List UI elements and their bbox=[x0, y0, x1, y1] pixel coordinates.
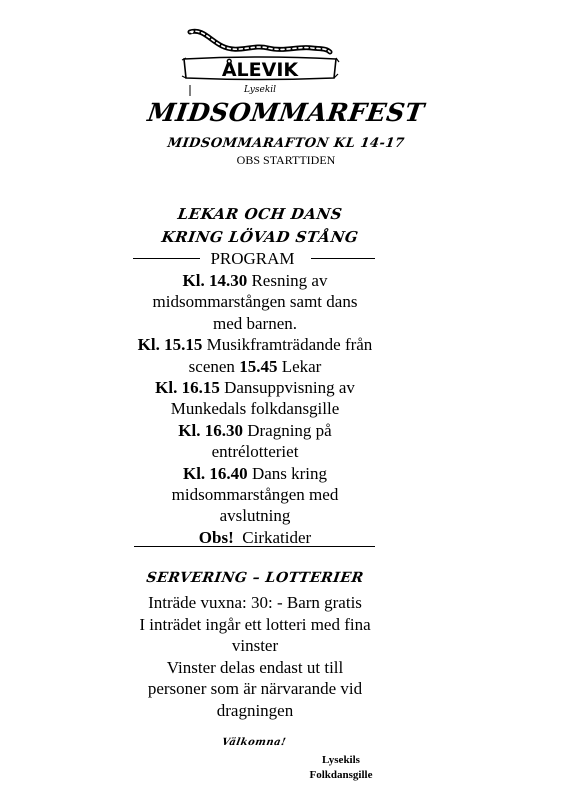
schedule-line: Kl. 16.30 Dragning på bbox=[178, 420, 332, 440]
games-heading-line-1: LEKAR OCH DANS bbox=[176, 205, 344, 223]
schedule-line: entrélotteriet bbox=[211, 442, 299, 462]
organizer-signature bbox=[298, 753, 384, 783]
services-info bbox=[0, 592, 510, 722]
schedule-line: Munkedals folkdansgille bbox=[170, 399, 340, 419]
schedule-line: midsommarstången samt dans bbox=[152, 292, 358, 312]
logo-place: Lysekil bbox=[243, 85, 277, 95]
organizer-line-2: Folkdansgille bbox=[309, 769, 373, 781]
organizer-line-1: Lysekils bbox=[322, 754, 360, 766]
start-time-note: OBS STARTTIDEN bbox=[236, 153, 336, 167]
logo-wordmark: ÅLEVIK bbox=[221, 59, 299, 81]
schedule-line: Kl. 15.15 Musikframträdande från bbox=[137, 335, 373, 355]
schedule-line: scenen 15.45 Lekar bbox=[188, 356, 322, 376]
info-line: I inträdet ingår ett lotteri med fina bbox=[139, 614, 371, 634]
program-heading: PROGRAM bbox=[210, 249, 295, 268]
schedule-line: midsommarstången med bbox=[171, 485, 339, 505]
event-subtitle: MIDSOMMARAFTON KL 14-17 bbox=[166, 136, 406, 151]
schedule-line: avslutning bbox=[219, 506, 291, 526]
games-heading-line-2: KRING LÖVAD STÅNG bbox=[160, 228, 360, 246]
services-heading: SERVERING – LOTTERIER bbox=[145, 570, 365, 586]
schedule-line: med barnen. bbox=[212, 313, 298, 333]
schedule-line: Obs! Cirkatider bbox=[198, 527, 312, 547]
info-line: Inträde vuxna: 30: - Barn gratis bbox=[148, 593, 362, 612]
welcome-text: Välkomna! bbox=[221, 737, 287, 748]
alevik-logo bbox=[180, 26, 342, 96]
info-line: personer som är närvarande vid bbox=[147, 679, 363, 699]
schedule-line: Kl. 16.40 Dans kring bbox=[182, 463, 328, 483]
event-title: MIDSOMMARFEST bbox=[145, 98, 427, 127]
divider-line-right bbox=[311, 258, 375, 259]
program-header bbox=[130, 249, 375, 269]
info-line: dragningen bbox=[216, 700, 294, 720]
info-line: Vinster delas endast ut till bbox=[166, 657, 344, 677]
eel-logo-graphic bbox=[180, 26, 342, 96]
program-schedule bbox=[0, 270, 510, 548]
program-divider-bottom bbox=[134, 546, 375, 547]
schedule-line: Kl. 14.30 Resning av bbox=[182, 271, 328, 290]
schedule-line: Kl. 16.15 Dansuppvisning av bbox=[155, 378, 355, 398]
info-line: vinster bbox=[231, 636, 279, 656]
